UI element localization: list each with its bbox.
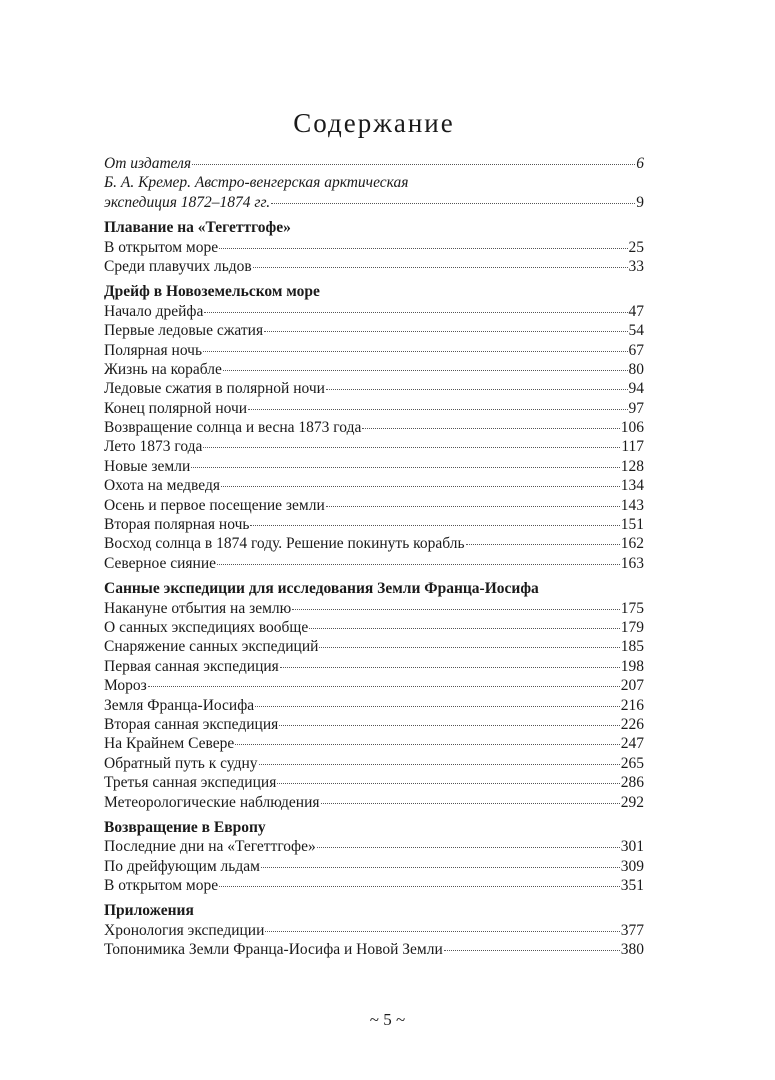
toc-entry-label: Лето 1873 года	[104, 438, 203, 456]
dot-leader	[277, 783, 619, 784]
table-of-contents	[104, 154, 644, 960]
dot-leader	[321, 803, 620, 804]
toc-entry-page: 117	[621, 438, 644, 456]
toc-entry[interactable]	[104, 418, 644, 437]
toc-entry[interactable]	[104, 618, 644, 637]
toc-section-heading[interactable]: Санные экспедиции для исследования Земли Франца-Иосифа	[104, 580, 539, 598]
toc-entry-label: Полярная ночь	[104, 341, 203, 359]
toc-entry[interactable]	[104, 399, 644, 418]
toc-entry[interactable]	[104, 940, 644, 959]
toc-entry[interactable]	[104, 857, 644, 876]
toc-entry-label: Вторая полярная ночь	[104, 516, 250, 534]
page-number-footer: ~ 5 ~	[369, 1010, 406, 1029]
toc-entry-label: Ледовые сжатия в полярной ночи	[104, 380, 325, 398]
toc-entry[interactable]	[104, 637, 644, 656]
toc-entry-label: экспедиция 1872–1874 гг.	[104, 193, 271, 211]
toc-entry[interactable]	[104, 921, 644, 940]
toc-section-heading[interactable]: Приложения	[104, 902, 194, 920]
toc-entry[interactable]	[104, 734, 644, 753]
toc-entry-page: 163	[620, 554, 644, 572]
toc-entry-label: Мороз	[104, 677, 147, 695]
toc-entry[interactable]	[104, 876, 644, 895]
toc-entry-page: 6	[636, 155, 644, 172]
toc-entry-label: В открытом море	[104, 877, 219, 895]
toc-entry[interactable]	[104, 302, 644, 321]
toc-entry-label: Земля Франца-Иосифа	[104, 696, 255, 714]
toc-section-heading[interactable]: Дрейф в Новоземельском море	[104, 283, 320, 301]
toc-entry[interactable]	[104, 676, 644, 695]
toc-entry[interactable]	[104, 773, 644, 792]
toc-entry-label: Восход солнца в 1874 году. Решение покинуть корабль	[104, 535, 465, 553]
page-title: Содержание	[293, 108, 455, 138]
toc-entry-page: 143	[620, 496, 644, 514]
dot-leader	[191, 467, 619, 468]
dot-leader	[223, 370, 628, 371]
toc-entry[interactable]	[104, 238, 644, 257]
toc-entry[interactable]	[104, 715, 644, 734]
toc-entry[interactable]	[104, 837, 644, 856]
dot-leader	[309, 628, 620, 629]
toc-entry-label: Последние дни на «Тегеттгофе»	[104, 838, 316, 856]
toc-section-heading[interactable]: Возвращение в Европу	[104, 818, 266, 836]
toc-entry-label: В открытом море	[104, 238, 219, 256]
toc-entry[interactable]	[104, 321, 644, 340]
toc-entry-label: Вторая санная экспедиция	[104, 715, 279, 733]
toc-entry-label: По дрейфующим льдам	[104, 857, 260, 875]
toc-entry-label: Первые ледовые сжатия	[104, 322, 264, 340]
dot-leader	[204, 312, 627, 313]
toc-entry[interactable]	[104, 437, 644, 456]
toc-entry-page: 247	[620, 735, 644, 753]
toc-entry-page: 9	[636, 193, 644, 211]
toc-entry[interactable]	[104, 754, 644, 773]
toc-entry[interactable]	[104, 657, 644, 676]
dot-leader	[255, 706, 620, 707]
toc-entry-page: 309	[620, 857, 644, 875]
dot-leader	[219, 886, 620, 887]
dot-leader	[444, 950, 620, 951]
dot-leader	[271, 203, 635, 204]
toc-entry-page: 216	[620, 696, 644, 714]
toc-entry-page: 33	[628, 257, 644, 275]
dot-leader	[362, 428, 619, 429]
toc-entry-label: Новые земли	[104, 457, 191, 475]
toc-entry-page: 97	[628, 399, 644, 417]
toc-entry[interactable]	[104, 496, 644, 515]
toc-entry-label: Осень и первое посещение земли	[104, 496, 325, 514]
toc-entry-publisher[interactable]	[104, 154, 644, 173]
dot-leader	[235, 744, 620, 745]
toc-entry-kremer-line1[interactable]: Б. А. Кремер. Австро-венгерская арктическая	[104, 174, 409, 192]
toc-entry-label: Охота на медведя	[104, 477, 220, 495]
toc-entry[interactable]	[104, 696, 644, 715]
toc-entry[interactable]	[104, 599, 644, 618]
dot-leader	[317, 847, 620, 848]
dot-leader	[221, 486, 620, 487]
toc-entry-page: 80	[628, 360, 644, 378]
dot-leader	[264, 331, 627, 332]
toc-entry-label: Жизнь на корабле	[104, 360, 222, 378]
dot-leader	[279, 725, 619, 726]
dot-leader	[265, 931, 619, 932]
toc-entry-label: Метеорологические наблюдения	[104, 793, 320, 811]
toc-entry-page: 226	[620, 715, 644, 733]
toc-entry-page: 377	[620, 921, 644, 939]
toc-entry-page: 301	[620, 838, 644, 856]
toc-entry-page: 185	[620, 638, 644, 656]
toc-entry-label: Накануне отбытия на землю	[104, 599, 292, 617]
dot-leader	[253, 267, 628, 268]
dot-leader	[466, 544, 620, 545]
toc-entry-page: 94	[628, 380, 644, 398]
toc-entry-page: 286	[620, 774, 644, 792]
toc-entry-label: О санных экспедициях вообще	[104, 618, 309, 636]
toc-entry-page: 67	[628, 341, 644, 359]
toc-entry-label: Среди плавучих льдов	[104, 257, 252, 275]
toc-entry[interactable]	[104, 793, 644, 812]
toc-entry-label: Обратный путь к судну	[104, 754, 258, 772]
toc-sections	[104, 218, 644, 959]
toc-entry-page: 265	[620, 754, 644, 772]
dot-leader	[292, 609, 620, 610]
toc-entry-page: 207	[620, 677, 644, 695]
dot-leader	[326, 389, 628, 390]
toc-entry-label: От издателя	[104, 155, 192, 172]
toc-entry-label: Конец полярной ночи	[104, 399, 248, 417]
toc-entry-page: 179	[620, 618, 644, 636]
toc-entry-label: Третья санная экспедиция	[104, 774, 277, 792]
dot-leader	[219, 248, 627, 249]
dot-leader	[259, 764, 620, 765]
toc-entry-label: Начало дрейфа	[104, 302, 204, 320]
toc-entry[interactable]	[104, 457, 644, 476]
toc-entry[interactable]	[104, 534, 644, 553]
toc-entry-label: Топонимика Земли Франца-Иосифа и Новой Земли	[104, 941, 443, 959]
toc-entry-page: 162	[620, 535, 644, 553]
toc-entry[interactable]	[104, 554, 644, 573]
dot-leader	[148, 686, 620, 687]
toc-entry-page: 175	[620, 599, 644, 617]
toc-entry[interactable]	[104, 257, 644, 276]
dot-leader	[203, 447, 620, 448]
toc-entry-page: 54	[628, 322, 644, 340]
toc-entry-page: 151	[620, 516, 644, 534]
toc-entry-page: 351	[620, 877, 644, 895]
toc-entry-label: Первая санная экспедиция	[104, 657, 279, 675]
toc-entry-page: 292	[620, 793, 644, 811]
toc-entry[interactable]	[104, 515, 644, 534]
toc-section-heading[interactable]: Плавание на «Тегеттгофе»	[104, 219, 291, 237]
dot-leader	[250, 525, 619, 526]
toc-entry-page: 198	[620, 657, 644, 675]
dot-leader	[326, 506, 620, 507]
toc-entry-label: На Крайнем Севере	[104, 735, 235, 753]
toc-entry-page: 25	[628, 238, 644, 256]
toc-entry[interactable]	[104, 379, 644, 398]
dot-leader	[248, 409, 627, 410]
dot-leader	[261, 867, 620, 868]
toc-entry-label: Возвращение солнца и весна 1873 года	[104, 419, 362, 437]
toc-entry-page: 380	[620, 941, 644, 959]
toc-entry-page: 134	[620, 477, 644, 495]
toc-entry-label: Снаряжение санных экспедиций	[104, 638, 319, 656]
toc-entry-page: 128	[620, 457, 644, 475]
toc-entry[interactable]	[104, 476, 644, 495]
dot-leader	[319, 647, 619, 648]
toc-entry-page: 106	[620, 419, 644, 437]
dot-leader	[217, 564, 620, 565]
dot-leader	[280, 667, 620, 668]
dot-leader	[192, 164, 635, 165]
dot-leader	[203, 351, 627, 352]
toc-entry-label: Северное сияние	[104, 554, 217, 572]
toc-entry[interactable]	[104, 341, 644, 360]
toc-entry-label: Хронология экспедиции	[104, 921, 265, 939]
toc-entry[interactable]	[104, 360, 644, 379]
toc-entry-page: 47	[628, 302, 644, 320]
toc-entry-kremer[interactable]	[104, 193, 644, 212]
